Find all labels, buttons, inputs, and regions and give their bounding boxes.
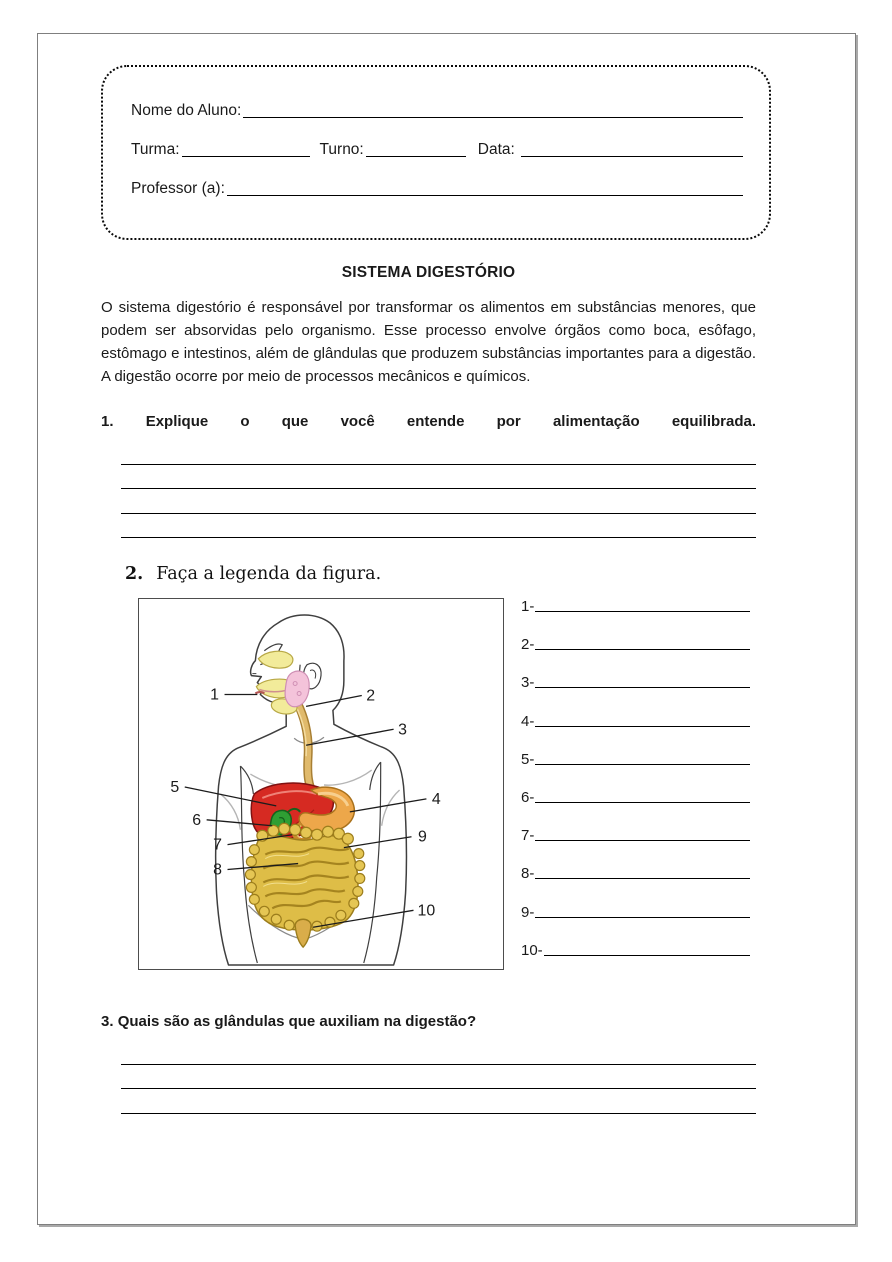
- legend-number: 9-: [521, 903, 535, 921]
- question-1-heading: [101, 412, 756, 432]
- legend-number: 2-: [521, 636, 535, 654]
- question-3-answer-area: [101, 1040, 756, 1114]
- legend-number: 6-: [521, 788, 535, 806]
- legend-answer-line[interactable]: [544, 951, 750, 956]
- question-1-number: 1.: [101, 413, 114, 430]
- question-2-text: Faça a legenda da figura.: [156, 564, 382, 584]
- figure-label-6: 6: [192, 811, 202, 829]
- figure-and-legend: [138, 598, 756, 970]
- shift-label: Turno:: [319, 141, 364, 158]
- legend-number: 1-: [521, 598, 535, 615]
- question-3-text: Quais são as glândulas que auxiliam na digestão?: [117, 1013, 477, 1030]
- question-1-text: Explique o que você entende por alimentação equilibrada.: [145, 413, 757, 430]
- answer-line[interactable]: [121, 465, 756, 490]
- question-3-number: 3.: [101, 1013, 114, 1030]
- legend-item: [521, 598, 750, 615]
- legend-item: [521, 653, 750, 691]
- legend-number: 7-: [521, 827, 535, 845]
- legend-item: [521, 615, 750, 653]
- legend-item: [521, 921, 750, 959]
- date-label: Data:: [477, 141, 515, 158]
- legend-item: [521, 768, 750, 806]
- esophagus-shape: [295, 702, 314, 794]
- legend-answer-line[interactable]: [535, 645, 750, 650]
- figure-label-5: 5: [170, 778, 180, 796]
- answer-line[interactable]: [121, 514, 756, 539]
- figure-label-3: 3: [398, 721, 407, 739]
- question-2-number: 2.: [125, 564, 144, 584]
- student-name-line[interactable]: [243, 113, 743, 118]
- legend-answer-line[interactable]: [535, 913, 750, 918]
- legend-number: 3-: [521, 674, 535, 692]
- student-info-box: [101, 65, 771, 240]
- legend-answer-line[interactable]: [535, 760, 750, 765]
- worksheet-page: [37, 33, 856, 1225]
- answer-line[interactable]: [121, 1040, 756, 1065]
- ear-inner-line: [310, 670, 316, 678]
- answer-line[interactable]: [121, 1065, 756, 1090]
- question-3-block: [101, 1012, 756, 1114]
- figure-label-9: 9: [418, 828, 427, 846]
- legend-answer-line[interactable]: [535, 683, 750, 688]
- legend-item: [521, 844, 750, 882]
- lips-mark: [255, 692, 264, 693]
- figure-label-1: 1: [210, 686, 220, 704]
- figure-label-10: 10: [417, 902, 436, 920]
- legend-answer-line[interactable]: [535, 836, 750, 841]
- figure-label-7: 7: [213, 836, 222, 854]
- answer-line[interactable]: [121, 1089, 756, 1114]
- legend-number: 5-: [521, 750, 535, 768]
- legend-answer-line[interactable]: [535, 722, 750, 727]
- legend-number: 10-: [521, 941, 543, 959]
- legend-answer-line[interactable]: [535, 874, 750, 879]
- student-name-label: Nome do Aluno:: [131, 102, 242, 119]
- intro-paragraph: O sistema digestório é responsável por transformar os alimentos em substâncias menores, que podem ser absorvidas pelo organismo. Esse processo envolve órgãos como boca, esôfago, estômago e intestinos, além de glândulas que produzem substâncias importantes para a digestão. A digestão ocorre por meio de processos mecânicos e químicos.: [101, 299, 756, 385]
- student-name-row: [131, 82, 743, 121]
- answer-line[interactable]: [121, 489, 756, 514]
- legend-item: [521, 882, 750, 920]
- digestive-system-figure: [139, 599, 503, 969]
- question-1-answer-area: [101, 440, 756, 538]
- legend-number: 8-: [521, 865, 535, 883]
- teacher-line[interactable]: [227, 191, 743, 196]
- class-shift-date-row: [131, 121, 743, 160]
- legend-answer-line[interactable]: [535, 607, 750, 612]
- figure-legend: [521, 598, 756, 970]
- teacher-row: [131, 160, 743, 199]
- legend-number: 4-: [521, 712, 535, 730]
- figure-label-4: 4: [431, 790, 441, 808]
- date-line[interactable]: [521, 152, 743, 157]
- figure-frame: [138, 598, 504, 970]
- figure-label-2: 2: [366, 687, 376, 705]
- figure-label-8: 8: [213, 861, 222, 879]
- teacher-label: Professor (a):: [131, 180, 225, 197]
- legend-item: [521, 806, 750, 844]
- question-3-heading: [101, 1012, 756, 1032]
- class-label: Turma:: [131, 141, 180, 158]
- legend-item: [521, 691, 750, 729]
- answer-line[interactable]: [121, 440, 756, 465]
- question-2-heading: [101, 564, 756, 584]
- shift-line[interactable]: [366, 152, 466, 157]
- legend-answer-line[interactable]: [535, 798, 750, 803]
- worksheet-title: SISTEMA DIGESTÓRIO: [341, 264, 516, 281]
- legend-item: [521, 730, 750, 768]
- nasal-cavity-shape: [258, 651, 293, 668]
- parotid-gland-shape: [285, 671, 309, 707]
- class-line[interactable]: [182, 152, 310, 157]
- rectum-shape: [295, 919, 311, 947]
